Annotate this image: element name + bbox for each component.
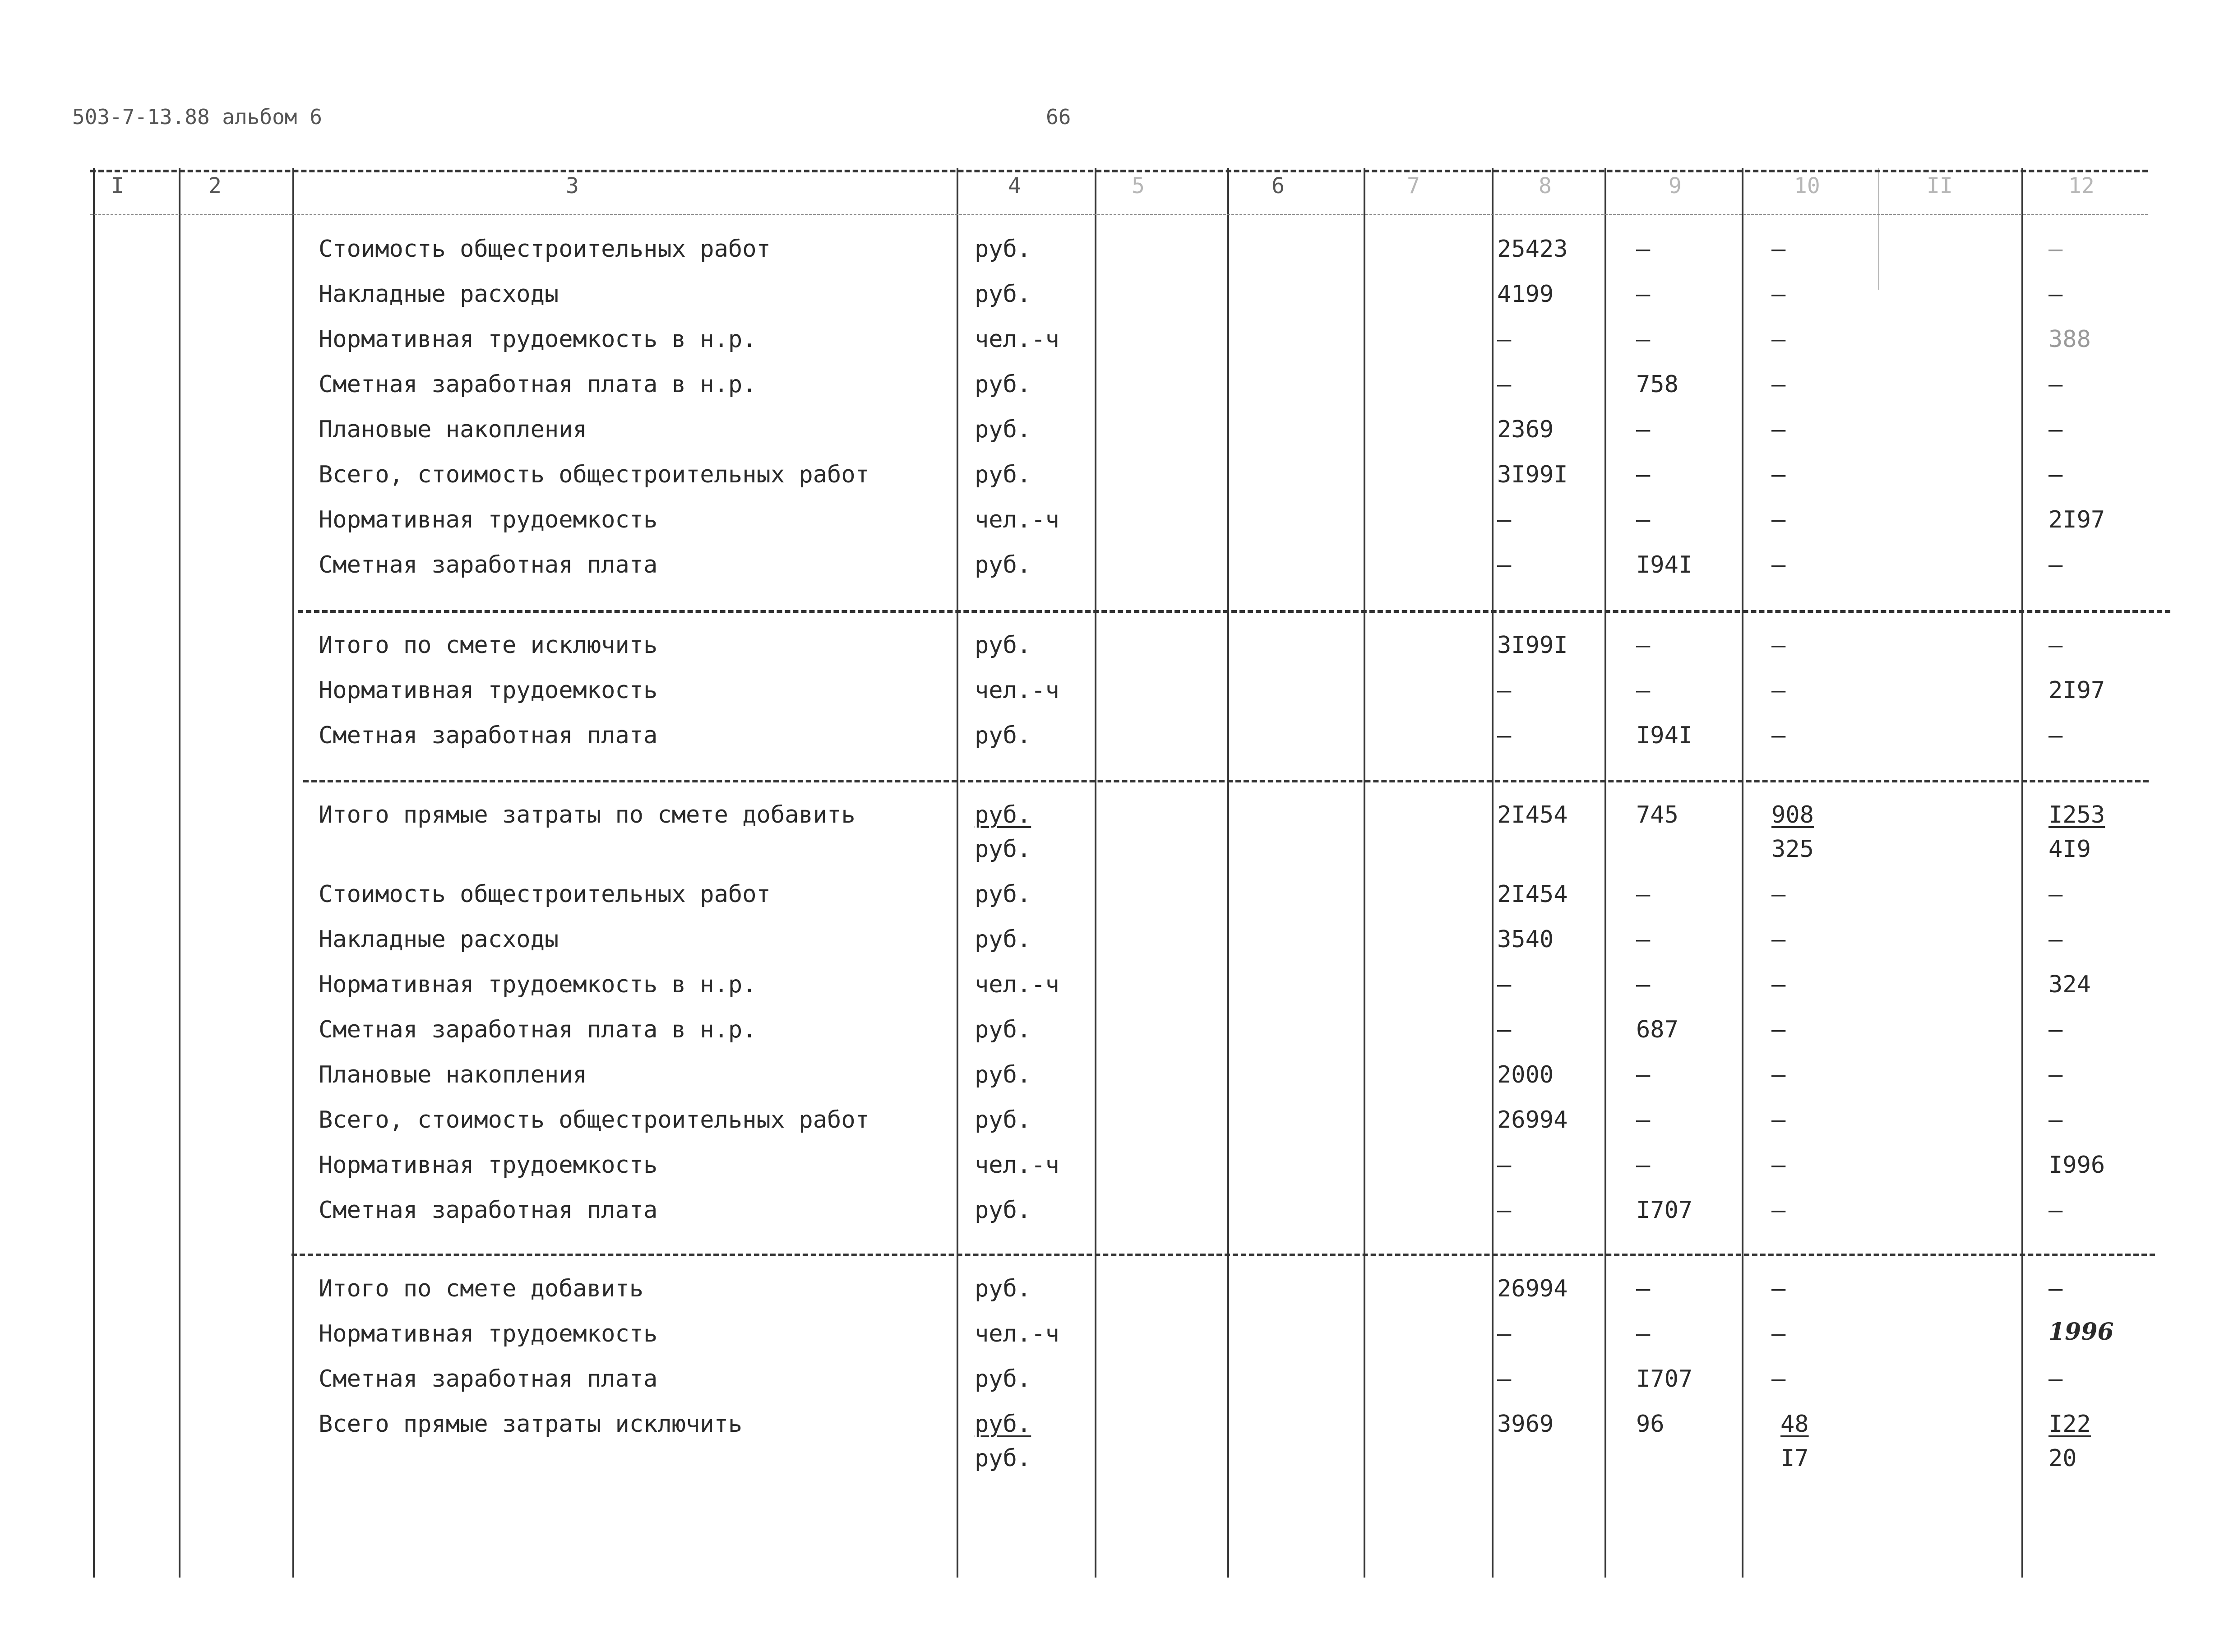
value-col-9: – (1636, 677, 1651, 704)
column-number-10: 10 (1794, 173, 1820, 199)
row-unit-denominator: руб. (975, 836, 1031, 863)
value-col-12: – (2048, 722, 2063, 749)
value-col-8: 3969 (1497, 1411, 1554, 1438)
value-col-12-handwritten: 1996 (2048, 1318, 2114, 1346)
value-col-8: 3540 (1497, 926, 1554, 953)
value-col-10: – (1771, 1016, 1786, 1043)
row-label: Сметная заработная плата (319, 1365, 658, 1393)
value-col-9: 745 (1636, 801, 1678, 828)
value-col-10: – (1771, 416, 1786, 443)
value-col-10: – (1771, 1275, 1786, 1302)
value-col-8: – (1497, 1197, 1512, 1224)
row-label: Сметная заработная плата (319, 551, 658, 578)
value-col-9: I94I (1636, 722, 1693, 749)
value-col-10: – (1771, 236, 1786, 263)
value-col-9: – (1636, 1061, 1651, 1088)
value-col-12: – (2048, 551, 2063, 578)
value-col-10: – (1771, 326, 1786, 353)
value-col-10: – (1771, 281, 1786, 308)
value-col-8: – (1497, 677, 1512, 704)
row-unit: чел.-ч (975, 971, 1059, 998)
value-col-9: – (1636, 506, 1651, 533)
row-unit: руб. (975, 371, 1031, 398)
column-number-6: 6 (1272, 173, 1285, 199)
row-label: Сметная заработная плата (319, 722, 658, 749)
row-unit: руб. (975, 1197, 1031, 1224)
value-col-10: – (1771, 677, 1786, 704)
row-unit: руб. (975, 1106, 1031, 1134)
value-col-10-denominator: 325 (1771, 836, 1814, 863)
value-col-9: I94I (1636, 551, 1693, 578)
value-col-10: – (1771, 971, 1786, 998)
column-rule-5-6 (1227, 168, 1229, 1578)
value-col-9: – (1636, 236, 1651, 263)
value-col-9: – (1636, 881, 1651, 908)
row-unit: руб. (975, 881, 1031, 908)
value-col-9: 96 (1636, 1411, 1665, 1438)
value-col-10: – (1771, 551, 1786, 578)
column-rule-7-8 (1492, 168, 1494, 1578)
row-label: Итого прямые затраты по смете добавить (319, 801, 855, 828)
value-col-12: – (2048, 1365, 2063, 1393)
row-label: Сметная заработная плата в н.р. (319, 371, 757, 398)
row-label: Плановые накопления (319, 416, 587, 443)
value-col-12: 2I97 (2048, 506, 2105, 533)
value-col-9: I707 (1636, 1365, 1693, 1393)
value-col-8: 4199 (1497, 281, 1554, 308)
row-unit: руб. (975, 1411, 1031, 1438)
row-label: Сметная заработная плата (319, 1197, 658, 1224)
value-col-9: – (1636, 1152, 1651, 1179)
value-col-10: – (1771, 1106, 1786, 1134)
value-col-10-numerator: 48 (1780, 1411, 1809, 1438)
value-col-10: – (1771, 1197, 1786, 1224)
value-col-10-denominator: I7 (1780, 1445, 1809, 1472)
value-col-8: 2369 (1497, 416, 1554, 443)
value-col-8: 3I99I (1497, 461, 1568, 488)
value-col-12: – (2048, 236, 2063, 263)
value-col-8: – (1497, 1320, 1512, 1347)
value-col-12: 388 (2048, 326, 2091, 353)
value-col-8: 3I99I (1497, 632, 1568, 659)
row-unit: чел.-ч (975, 506, 1059, 533)
column-rule-9-10 (1742, 168, 1743, 1578)
column-number-4: 4 (1008, 173, 1021, 199)
column-number-5: 5 (1132, 173, 1145, 199)
value-col-12: I996 (2048, 1152, 2105, 1179)
row-label: Сметная заработная плата в н.р. (319, 1016, 757, 1043)
column-rule-10-11 (1878, 168, 1879, 290)
row-label: Нормативная трудоемкость (319, 677, 658, 704)
value-col-12-numerator: I253 (2048, 801, 2105, 828)
section-separator-2 (303, 780, 2149, 782)
value-col-10: – (1771, 1320, 1786, 1347)
row-unit: чел.-ч (975, 1152, 1059, 1179)
value-col-12: – (2048, 461, 2063, 488)
value-col-12: – (2048, 1197, 2063, 1224)
value-col-10-numerator: 908 (1771, 801, 1814, 828)
column-rule-8-9 (1605, 168, 1606, 1578)
column-rule-3-4 (957, 168, 958, 1578)
value-col-12: 2I97 (2048, 677, 2105, 704)
column-rule-6-7 (1364, 168, 1365, 1578)
value-col-12: 324 (2048, 971, 2091, 998)
value-col-12: – (2048, 1275, 2063, 1302)
row-label: Итого по смете исключить (319, 632, 658, 659)
row-unit: руб. (975, 1365, 1031, 1393)
row-label: Стоимость общестроительных работ (319, 236, 771, 263)
value-col-12: – (2048, 1016, 2063, 1043)
value-col-12: – (2048, 371, 2063, 398)
value-col-12: – (2048, 881, 2063, 908)
row-unit-denominator: руб. (975, 1445, 1031, 1472)
row-unit: руб. (975, 1061, 1031, 1088)
row-label: Нормативная трудоемкость в н.р. (319, 971, 757, 998)
value-col-10: – (1771, 926, 1786, 953)
row-label: Плановые накопления (319, 1061, 587, 1088)
value-col-8: – (1497, 1016, 1512, 1043)
column-number-11: II (1927, 173, 1953, 199)
value-col-8: – (1497, 1365, 1512, 1393)
row-unit: руб. (975, 416, 1031, 443)
value-col-8: 26994 (1497, 1106, 1568, 1134)
page-number: 66 (1046, 105, 1071, 129)
column-number-8: 8 (1539, 173, 1552, 199)
row-label: Накладные расходы (319, 926, 559, 953)
column-number-12: 12 (2068, 173, 2095, 199)
value-col-8: – (1497, 506, 1512, 533)
value-col-8: 2I454 (1497, 881, 1568, 908)
value-col-9: 758 (1636, 371, 1678, 398)
row-unit: руб. (975, 281, 1031, 308)
column-rule-1-2 (179, 168, 180, 1578)
document-code: 503-7-13.88 альбом 6 (72, 105, 322, 129)
column-rule-11-12 (2021, 168, 2023, 1578)
row-unit: руб. (975, 551, 1031, 578)
table-left-border (93, 168, 95, 1578)
row-label: Всего прямые затраты исключить (319, 1411, 743, 1438)
column-number-9: 9 (1669, 173, 1682, 199)
value-col-8: 2I454 (1497, 801, 1568, 828)
value-col-8: – (1497, 551, 1512, 578)
value-col-9: – (1636, 326, 1651, 353)
value-col-9: – (1636, 971, 1651, 998)
value-col-12: – (2048, 281, 2063, 308)
column-number-3: 3 (566, 173, 579, 199)
row-unit: чел.-ч (975, 326, 1059, 353)
value-col-12: – (2048, 416, 2063, 443)
header-bottom-rule (90, 214, 2148, 215)
value-col-8: – (1497, 971, 1512, 998)
column-number-7: 7 (1407, 173, 1420, 199)
row-unit: руб. (975, 236, 1031, 263)
column-number-1: I (111, 173, 124, 199)
value-col-12: – (2048, 1061, 2063, 1088)
value-col-9: – (1636, 461, 1651, 488)
value-col-8: 26994 (1497, 1275, 1568, 1302)
value-col-9: – (1636, 1106, 1651, 1134)
row-label: Нормативная трудоемкость (319, 1152, 658, 1179)
value-col-10: – (1771, 1061, 1786, 1088)
value-col-12: – (2048, 926, 2063, 953)
value-col-9: – (1636, 1320, 1651, 1347)
value-col-9: 687 (1636, 1016, 1678, 1043)
row-unit: руб. (975, 801, 1031, 828)
value-col-8: 2000 (1497, 1061, 1554, 1088)
value-col-12-numerator: I22 (2048, 1411, 2091, 1438)
value-col-8: – (1497, 326, 1512, 353)
value-col-9: – (1636, 1275, 1651, 1302)
column-number-2: 2 (208, 173, 222, 199)
value-col-10: – (1771, 632, 1786, 659)
section-separator-1 (298, 610, 2170, 613)
value-col-10: – (1771, 461, 1786, 488)
row-label: Нормативная трудоемкость (319, 1320, 658, 1347)
value-col-10: – (1771, 371, 1786, 398)
value-col-8: – (1497, 1152, 1512, 1179)
row-unit: руб. (975, 461, 1031, 488)
row-unit: чел.-ч (975, 1320, 1059, 1347)
row-label: Всего, стоимость общестроительных работ (319, 461, 869, 488)
column-rule-2-3 (292, 168, 294, 1578)
value-col-9: – (1636, 416, 1651, 443)
value-col-10: – (1771, 1152, 1786, 1179)
value-col-12-denominator: 4I9 (2048, 836, 2091, 863)
value-col-8: 25423 (1497, 236, 1568, 263)
value-col-10: – (1771, 881, 1786, 908)
value-col-9: I707 (1636, 1197, 1693, 1224)
value-col-12: – (2048, 1106, 2063, 1134)
value-col-9: – (1636, 926, 1651, 953)
value-col-10: – (1771, 1365, 1786, 1393)
row-label: Стоимость общестроительных работ (319, 881, 771, 908)
value-col-10: – (1771, 722, 1786, 749)
row-unit: руб. (975, 926, 1031, 953)
row-label: Итого по смете добавить (319, 1275, 644, 1302)
row-label: Всего, стоимость общестроительных работ (319, 1106, 869, 1134)
section-separator-3 (291, 1254, 2155, 1256)
row-label: Нормативная трудоемкость в н.р. (319, 326, 757, 353)
row-label: Накладные расходы (319, 281, 559, 308)
header-top-rule (90, 170, 2148, 172)
row-unit: руб. (975, 1016, 1031, 1043)
value-col-9: – (1636, 281, 1651, 308)
column-rule-4-5 (1095, 168, 1096, 1578)
value-col-12-denominator: 20 (2048, 1445, 2077, 1472)
row-unit: руб. (975, 1275, 1031, 1302)
value-col-10: – (1771, 506, 1786, 533)
row-unit: руб. (975, 722, 1031, 749)
value-col-9: – (1636, 632, 1651, 659)
value-col-8: – (1497, 722, 1512, 749)
row-unit: руб. (975, 632, 1031, 659)
value-col-12: – (2048, 632, 2063, 659)
value-col-8: – (1497, 371, 1512, 398)
row-unit: чел.-ч (975, 677, 1059, 704)
row-label: Нормативная трудоемкость (319, 506, 658, 533)
